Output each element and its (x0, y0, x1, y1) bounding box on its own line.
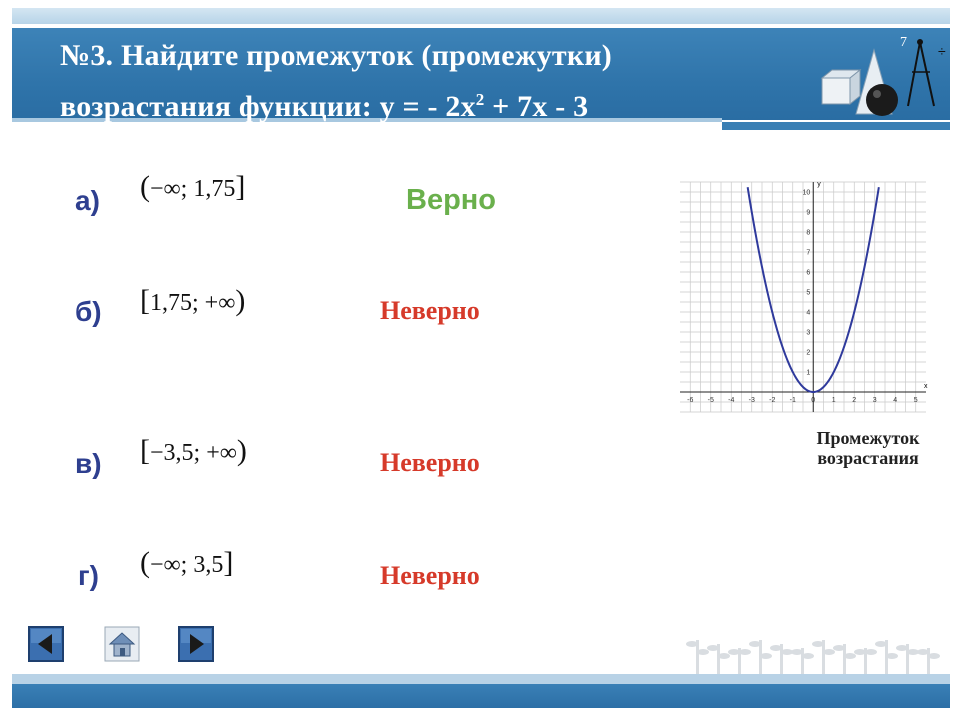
x-tick-label: -2 (769, 397, 776, 404)
y-tick-label: 6 (806, 269, 811, 277)
option-b-label: б) (75, 296, 102, 327)
option-c-close-bracket: ) (236, 434, 247, 467)
plant-leaf (686, 641, 698, 647)
option-c-verdict: Неверно (380, 448, 480, 477)
plant-leaf (707, 645, 719, 651)
plant-leaf (760, 653, 772, 659)
plant-leaf (812, 641, 824, 647)
plant-leaf (844, 653, 856, 659)
plants-decoration (686, 626, 940, 676)
option-c-label: в) (75, 448, 102, 479)
plant-leaf (802, 653, 814, 659)
option-d-close-bracket: ] (223, 546, 234, 579)
graph-caption (790, 428, 946, 468)
plant-leaf (875, 641, 887, 647)
x-tick-label: 3 (872, 397, 877, 404)
title-line-2-prefix: возрастания функции: y = - 2x (60, 90, 476, 123)
home-button[interactable] (104, 626, 140, 662)
y-tick-label: 1 (806, 369, 811, 377)
plant-leaf (833, 645, 845, 651)
geometry-decoration (812, 30, 952, 118)
option-b-verdict: Неверно (380, 296, 480, 325)
plant-leaf (886, 653, 898, 659)
y-axis-label: y (817, 181, 821, 188)
x-tick-label: 4 (893, 397, 898, 404)
y-tick-label: 4 (806, 309, 811, 317)
option-a-close-bracket: ] (235, 170, 246, 203)
option-b-close-bracket: ) (235, 284, 246, 317)
header-top-strip (12, 8, 950, 24)
plant-leaf (697, 649, 709, 655)
sphere-highlight (873, 90, 881, 98)
option-b-open-bracket: [ (140, 284, 150, 317)
option-d-verdict: Неверно (380, 561, 480, 590)
compass-hinge (917, 39, 923, 45)
arrow-right-icon (178, 626, 214, 662)
next-slide-button[interactable] (178, 626, 214, 662)
option-a-interval-text: −∞; 1,75 (150, 176, 236, 202)
plant-leaf (718, 653, 730, 659)
title-line-2-suffix: + 7x - 3 (484, 90, 589, 123)
option-c-interval (140, 434, 247, 468)
graph-tick-labels (687, 181, 928, 404)
parabola-graph (670, 172, 932, 428)
caption-line-1: Промежуток (816, 428, 920, 448)
option-c-interval-text: −3,5; +∞ (150, 440, 237, 466)
footer-bar (12, 684, 950, 708)
option-c-open-bracket: [ (140, 434, 150, 467)
plant-leaf (896, 645, 908, 651)
x-tick-label: -4 (728, 397, 735, 404)
y-tick-label: 8 (806, 229, 811, 237)
slide-title (60, 34, 780, 129)
y-tick-label: 3 (806, 329, 811, 337)
option-d-interval-text: −∞; 3,5 (150, 552, 224, 578)
x-tick-label: -1 (789, 397, 796, 404)
y-tick-label: 5 (806, 289, 811, 297)
option-d-open-bracket: ( (140, 546, 150, 579)
prev-slide-button[interactable] (28, 626, 64, 662)
footer-top-strip (12, 674, 950, 684)
cube-front (822, 78, 850, 104)
x-tick-label: -6 (687, 397, 694, 404)
title-exponent: 2 (475, 90, 485, 109)
title-line-1: №3. Найдите промежуток (промежутки) (60, 39, 612, 72)
graph-grid (680, 182, 926, 412)
plant-leaf (791, 649, 803, 655)
option-a-label: а) (75, 185, 100, 216)
x-tick-label: 0 (811, 397, 816, 404)
plant-leaf (854, 649, 866, 655)
y-tick-label: 9 (806, 209, 811, 217)
plant-leaf (770, 645, 782, 651)
title-line-2 (60, 78, 780, 129)
x-axis-label: x (924, 383, 928, 390)
home-icon (104, 626, 140, 662)
compass-leg-right (920, 42, 934, 106)
plant-leaf (928, 653, 940, 659)
plant-leaf (739, 649, 751, 655)
x-tick-label: -5 (707, 397, 714, 404)
y-tick-label: 2 (806, 349, 811, 357)
x-tick-label: 1 (831, 397, 836, 404)
arrow-left-icon (28, 626, 64, 662)
option-d-label: г) (78, 560, 99, 591)
y-tick-label: 10 (802, 189, 811, 197)
option-a-verdict: Верно (406, 184, 497, 216)
plant-leaf (823, 649, 835, 655)
option-b-interval-text: 1,75; +∞ (150, 290, 236, 316)
x-tick-label: 5 (913, 397, 918, 404)
y-tick-label: 7 (806, 249, 811, 257)
plant-leaf (749, 641, 761, 647)
option-a-interval (140, 170, 245, 204)
option-b-interval (140, 284, 245, 318)
divide-symbol: ÷ (938, 43, 946, 59)
option-d-interval (140, 546, 233, 580)
caption-line-2: возрастания (817, 448, 919, 468)
plant-leaf (728, 649, 740, 655)
plant-leaf (865, 649, 877, 655)
compass-leg-left (908, 42, 920, 106)
option-a-open-bracket: ( (140, 170, 150, 203)
plant-leaf (917, 649, 929, 655)
sphere-shape (866, 84, 898, 116)
x-tick-label: -3 (748, 397, 755, 404)
corner-number: 7 (900, 35, 907, 50)
x-tick-label: 2 (852, 397, 857, 404)
